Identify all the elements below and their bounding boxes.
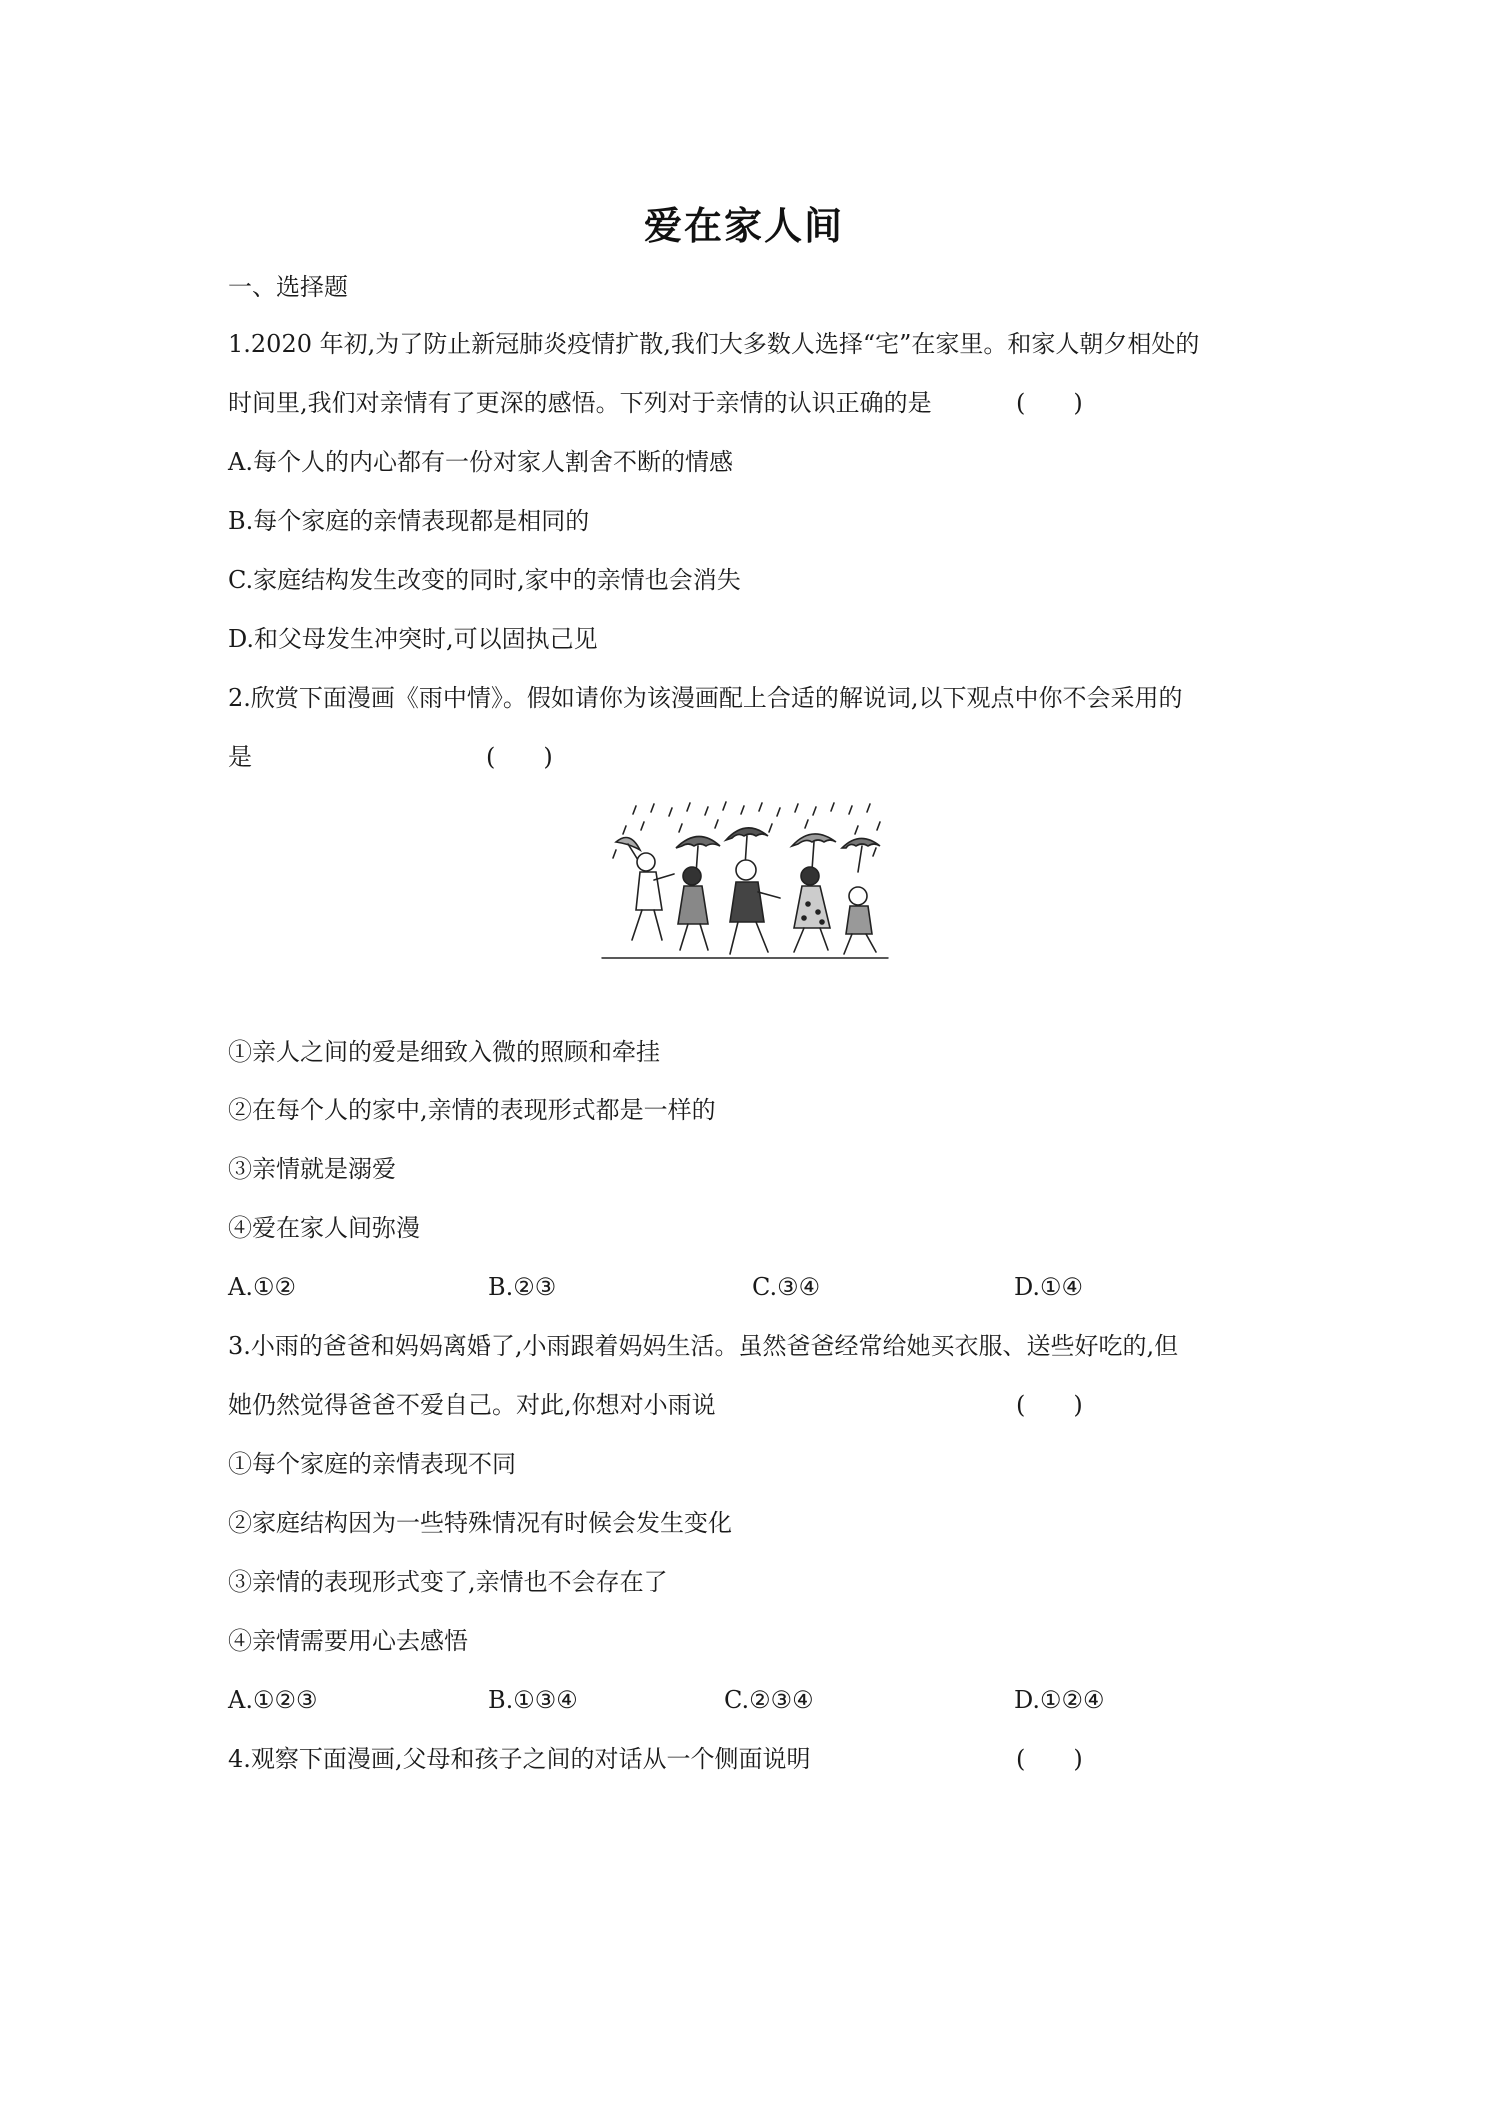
q1-stem-line2: 时间里,我们对亲情有了更深的感悟。下列对于亲情的认识正确的是 bbox=[228, 389, 932, 417]
q2-stem-line1: 2.欣赏下面漫画《雨中情》。假如请你为该漫画配上合适的解说词,以下观点中你不会采用的 bbox=[228, 684, 1183, 712]
q1-option-d: D.和父母发生冲突时,可以固执己见 bbox=[228, 625, 598, 653]
q4-stem-line1: 4.观察下面漫画,父母和孩子之间的对话从一个侧面说明 bbox=[228, 1745, 811, 1773]
q3-stem-line2: 她仍然觉得爸爸不爱自己。对此,你想对小雨说 bbox=[228, 1391, 716, 1419]
q3-stem-line1: 3.小雨的爸爸和妈妈离婚了,小雨跟着妈妈生活。虽然爸爸经常给她买衣服、送些好吃的,但 bbox=[228, 1332, 1179, 1360]
q3-statement-1: ①每个家庭的亲情表现不同 bbox=[228, 1450, 516, 1478]
q1-option-b: B.每个家庭的亲情表现都是相同的 bbox=[228, 507, 590, 535]
q3-choice-d: D.①②④ bbox=[1014, 1686, 1105, 1714]
q2-statement-3: ③亲情就是溺爱 bbox=[228, 1155, 396, 1183]
q2-choice-a: A.①② bbox=[228, 1273, 296, 1301]
q2-stem-line2: 是 bbox=[228, 743, 252, 771]
section-heading: 一、选择题 bbox=[228, 273, 348, 301]
q2-answer-paren: ( ) bbox=[486, 743, 553, 771]
q1-option-a: A.每个人的内心都有一份对家人割舍不断的情感 bbox=[228, 448, 733, 476]
q2-statement-4: ④爱在家人间弥漫 bbox=[228, 1214, 420, 1242]
q1-stem-line1: 1.2020 年初,为了防止新冠肺炎疫情扩散,我们大多数人选择“宅”在家里。和家人朝夕相处的 bbox=[228, 330, 1200, 358]
q3-statement-2: ②家庭结构因为一些特殊情况有时候会发生变化 bbox=[228, 1509, 732, 1537]
q2-choice-d: D.①④ bbox=[1014, 1273, 1084, 1301]
q2-statement-2: ②在每个人的家中,亲情的表现形式都是一样的 bbox=[228, 1096, 716, 1124]
q2-choice-b: B.②③ bbox=[488, 1273, 557, 1301]
page-title: 爱在家人间 bbox=[643, 204, 844, 248]
q2-choice-c: C.③④ bbox=[752, 1273, 821, 1301]
q3-statement-3: ③亲情的表现形式变了,亲情也不会存在了 bbox=[228, 1568, 668, 1596]
q2-statement-1: ①亲人之间的爱是细致入微的照顾和牵挂 bbox=[228, 1038, 660, 1066]
family-in-rain-illustration bbox=[596, 800, 892, 962]
q3-choice-b: B.①③④ bbox=[488, 1686, 578, 1714]
q4-answer-paren: ( ) bbox=[1016, 1745, 1083, 1773]
q1-answer-paren: ( ) bbox=[1016, 389, 1083, 417]
q3-answer-paren: ( ) bbox=[1016, 1391, 1083, 1419]
q3-choice-a: A.①②③ bbox=[228, 1686, 318, 1714]
q1-option-c: C.家庭结构发生改变的同时,家中的亲情也会消失 bbox=[228, 566, 741, 594]
q3-statement-4: ④亲情需要用心去感悟 bbox=[228, 1627, 468, 1655]
q3-choice-c: C.②③④ bbox=[724, 1686, 814, 1714]
